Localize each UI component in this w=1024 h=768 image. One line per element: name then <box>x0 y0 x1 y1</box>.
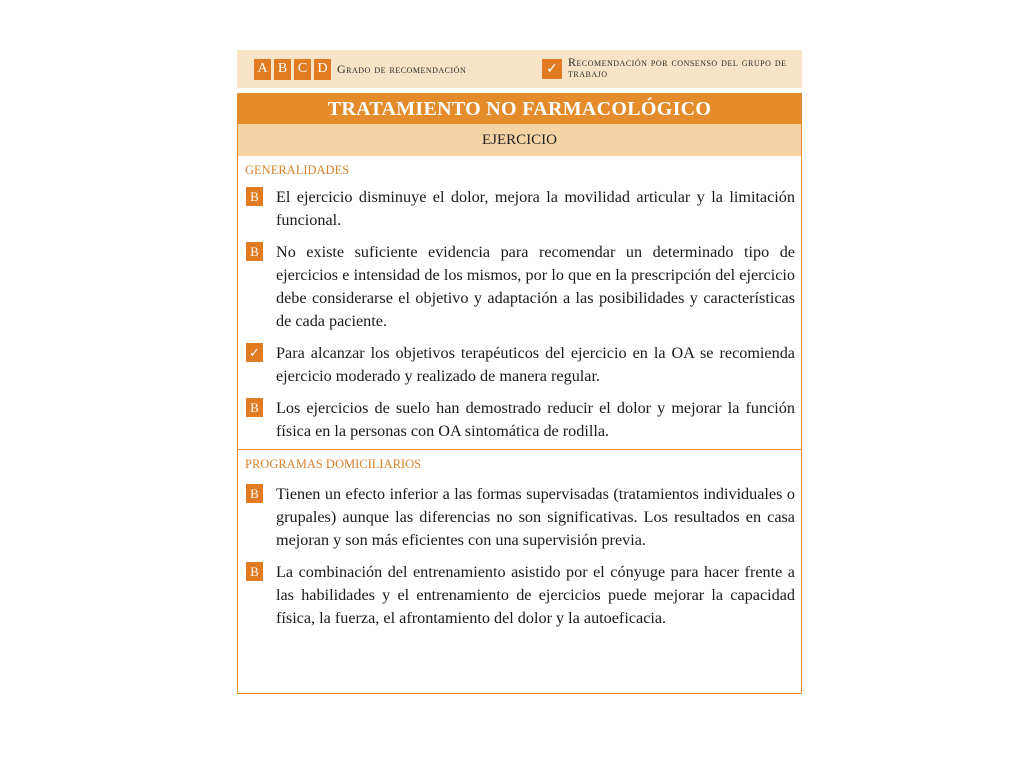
recommendation-item <box>238 342 801 388</box>
grade-letters <box>254 59 331 80</box>
grade-letter-c: C <box>294 59 311 80</box>
section-subtitle: EJERCICIO <box>238 124 801 156</box>
grade-legend-text: Grado de recomendación <box>337 61 467 76</box>
recommendation-item <box>238 241 801 333</box>
grade-badge: B <box>246 398 263 417</box>
check-icon: ✓ <box>542 59 562 79</box>
grade-badge: B <box>246 187 263 206</box>
recommendation-text: Los ejercicios de suelo han demostrado reducir el dolor y mejorar la función física en la personas con OA sintomática de rodilla. <box>276 399 795 440</box>
recommendation-card <box>237 50 802 696</box>
recommendation-text: Para alcanzar los objetivos terapéuticos del ejercicio en la OA se recomienda ejercicio moderado y realizado de manera regular. <box>276 344 795 385</box>
recommendation-item <box>238 483 801 552</box>
recommendation-text: No existe suficiente evidencia para recomendar un determinado tipo de ejercicios e intensidad de los mismos, por lo que en la prescripción del ejercicio debe considerarse el objetivo y adaptación a las posibilidades y características de cada paciente. <box>276 243 795 330</box>
grade-letter-d: D <box>314 59 331 80</box>
section-heading-programas-domiciliarios: PROGRAMAS DOMICILIARIOS <box>245 456 422 471</box>
grade-letter-b: B <box>274 59 291 80</box>
grade-badge: B <box>246 562 263 581</box>
grade-letter-a: A <box>254 59 271 80</box>
check-badge-icon: ✓ <box>246 343 263 362</box>
recommendation-text: La combinación del entrenamiento asistido por el cónyuge para hacer frente a las habilidades y el entrenamiento de ejercicios puede mejorar la capacidad física, la fuerza, el afrontamiento del dolor y la autoeficacia. <box>276 563 795 627</box>
legend-bar <box>237 50 802 88</box>
page-title: TRATAMIENTO NO FARMACOLÓGICO <box>238 94 801 124</box>
consensus-legend-text: Recomendación por consenso del grupo de trabajo <box>568 55 787 80</box>
grade-badge: B <box>246 484 263 503</box>
content-box <box>237 93 802 694</box>
section-heading-generalidades: GENERALIDADES <box>245 162 350 177</box>
recommendation-text: Tienen un efecto inferior a las formas supervisadas (tratamientos individuales o grupales) aunque las diferencias no son significativas. Los resultados en casa mejoran y son más eficientes con una supervisión previa. <box>276 485 795 549</box>
recommendation-item <box>238 561 801 630</box>
recommendation-item <box>238 186 801 232</box>
section-divider <box>238 449 801 450</box>
recommendation-item <box>238 397 801 443</box>
recommendation-text: El ejercicio disminuye el dolor, mejora la movilidad articular y la limitación funcional. <box>276 188 795 229</box>
grade-badge: B <box>246 242 263 261</box>
